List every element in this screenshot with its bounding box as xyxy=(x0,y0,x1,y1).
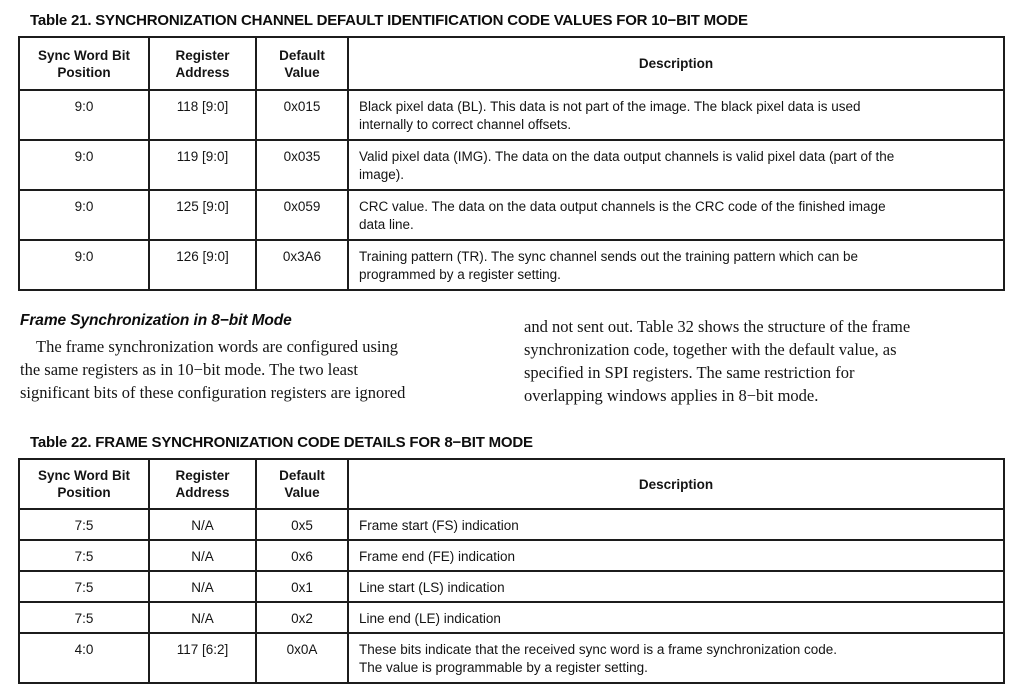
cell-default-value: 0x0A xyxy=(256,633,348,683)
cell-sync-word-bit-position: 7:5 xyxy=(19,602,149,633)
cell-description: Frame end (FE) indication xyxy=(348,540,1004,571)
cell-sync-word-bit-position: 7:5 xyxy=(19,509,149,540)
cell-description: CRC value. The data on the data output channels is the CRC code of the finished image data line. xyxy=(348,190,1004,240)
col-header-sync-word-bit-position: Sync Word Bit Position xyxy=(19,37,149,90)
col-header-description: Description xyxy=(348,37,1004,90)
section-heading: Frame Synchronization in 8−bit Mode xyxy=(20,312,292,329)
cell-register-address: 126 [9:0] xyxy=(149,240,256,290)
col-header-default-value: Default Value xyxy=(256,37,348,90)
table21 xyxy=(18,36,1005,291)
table-row xyxy=(19,190,1004,240)
cell-sync-word-bit-position: 7:5 xyxy=(19,540,149,571)
text-column-left xyxy=(20,312,492,407)
cell-sync-word-bit-position: 4:0 xyxy=(19,633,149,683)
table-header-row xyxy=(19,37,1004,90)
cell-description: Black pixel data (BL). This data is not part of the image. The black pixel data is used internally to correct channel offsets. xyxy=(348,90,1004,140)
text-column-right xyxy=(524,312,1006,407)
table-row xyxy=(19,540,1004,571)
col-header-register-address: Register Address xyxy=(149,37,256,90)
cell-sync-word-bit-position: 9:0 xyxy=(19,240,149,290)
frame-sync-section xyxy=(20,312,1006,407)
cell-description: Valid pixel data (IMG). The data on the data output channels is valid pixel data (part of the image). xyxy=(348,140,1004,190)
cell-default-value: 0x6 xyxy=(256,540,348,571)
table-row xyxy=(19,633,1004,683)
cell-default-value: 0x2 xyxy=(256,602,348,633)
cell-register-address: 125 [9:0] xyxy=(149,190,256,240)
col-header-default-value: Default Value xyxy=(256,459,348,509)
cell-description: Training pattern (TR). The sync channel sends out the training pattern which can be programmed by a register setting. xyxy=(348,240,1004,290)
table-row xyxy=(19,571,1004,602)
paragraph-left: The frame synchronization words are configured using the same registers as in 10−bit mode. The two least significant bits of these configuration registers are ignored xyxy=(20,337,406,402)
cell-default-value: 0x015 xyxy=(256,90,348,140)
table-row xyxy=(19,240,1004,290)
cell-sync-word-bit-position: 9:0 xyxy=(19,190,149,240)
table-row xyxy=(19,140,1004,190)
col-header-description: Description xyxy=(348,459,1004,509)
cell-default-value: 0x5 xyxy=(256,509,348,540)
cell-default-value: 0x059 xyxy=(256,190,348,240)
paragraph-right: and not sent out. Table 32 shows the structure of the frame synchronization code, together with the default value, as specified in SPI registers. The same restriction for overlapping windows applies in 8−bit mode. xyxy=(524,317,911,405)
cell-default-value: 0x3A6 xyxy=(256,240,348,290)
col-header-register-address: Register Address xyxy=(149,459,256,509)
cell-default-value: 0x1 xyxy=(256,571,348,602)
cell-sync-word-bit-position: 9:0 xyxy=(19,140,149,190)
cell-register-address: N/A xyxy=(149,602,256,633)
cell-register-address: 118 [9:0] xyxy=(149,90,256,140)
cell-description: These bits indicate that the received sync word is a frame synchronization code. The value is programmable by a register setting. xyxy=(348,633,1004,683)
cell-default-value: 0x035 xyxy=(256,140,348,190)
table-header-row xyxy=(19,459,1004,509)
cell-description: Frame start (FS) indication xyxy=(348,509,1004,540)
table21-title: Table 21. SYNCHRONIZATION CHANNEL DEFAULT IDENTIFICATION CODE VALUES FOR 10−BIT MODE xyxy=(30,12,748,29)
cell-register-address: N/A xyxy=(149,571,256,602)
cell-description: Line end (LE) indication xyxy=(348,602,1004,633)
cell-register-address: N/A xyxy=(149,509,256,540)
cell-register-address: 117 [6:2] xyxy=(149,633,256,683)
table22-header xyxy=(19,459,1004,509)
table22 xyxy=(18,458,1005,684)
cell-register-address: N/A xyxy=(149,540,256,571)
cell-description: Line start (LS) indication xyxy=(348,571,1004,602)
cell-sync-word-bit-position: 9:0 xyxy=(19,90,149,140)
cell-register-address: 119 [9:0] xyxy=(149,140,256,190)
table-row xyxy=(19,602,1004,633)
table21-header xyxy=(19,37,1004,90)
cell-sync-word-bit-position: 7:5 xyxy=(19,571,149,602)
table22-title: Table 22. FRAME SYNCHRONIZATION CODE DETAILS FOR 8−BIT MODE xyxy=(30,434,533,451)
table-row xyxy=(19,509,1004,540)
table-row xyxy=(19,90,1004,140)
col-header-sync-word-bit-position: Sync Word Bit Position xyxy=(19,459,149,509)
